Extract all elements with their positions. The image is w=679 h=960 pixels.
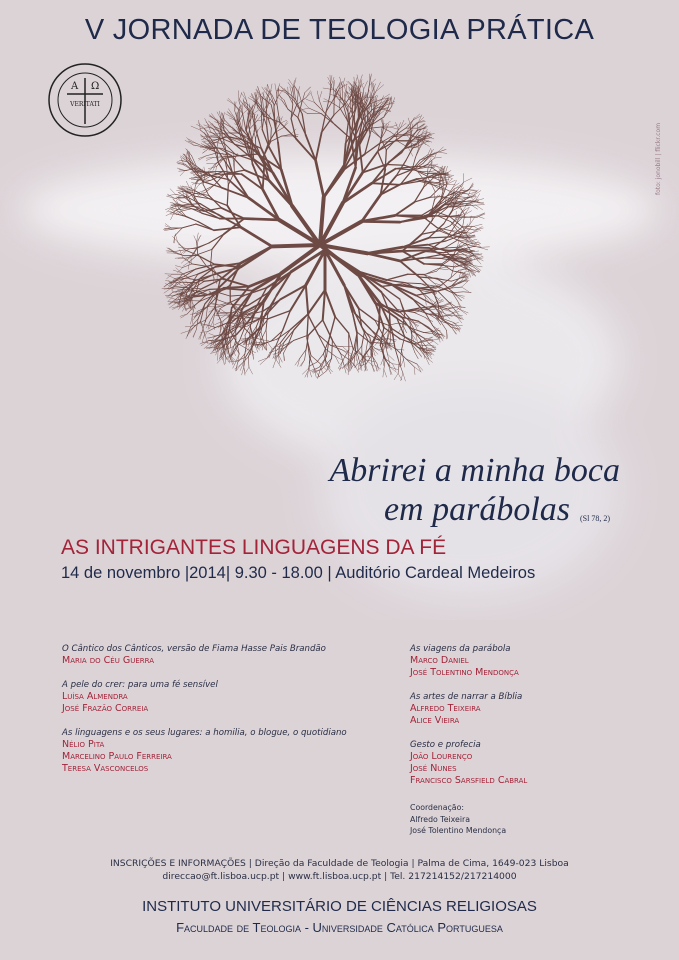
- info-line-1: INSCRIÇÕES E INFORMAÇÕES | Direção da Faculdade de Teologia | Palma de Cima, 1649-023 Lisboa: [110, 858, 569, 869]
- tree-branch: [302, 93, 305, 103]
- university-seal-logo: [47, 62, 123, 138]
- tree-branch: [254, 131, 256, 139]
- tree-branch: [331, 102, 340, 108]
- tree-branch: [219, 111, 221, 119]
- tree-branch: [332, 77, 334, 85]
- subtitle: AS INTRIGANTES LINGUAGENS DA FÉ: [61, 536, 447, 559]
- tree-branch: [290, 87, 292, 94]
- tree-branch: [288, 109, 298, 118]
- tree-branch: [217, 139, 219, 149]
- tree-branch: [306, 99, 314, 102]
- tree-branch: [335, 124, 352, 139]
- tree-branch: [234, 102, 235, 111]
- tree-branch: [218, 292, 230, 296]
- tree-branch: [191, 126, 201, 130]
- speaker-name: Nélio Pita: [62, 739, 105, 750]
- tree-branch: [358, 103, 359, 118]
- program-session: [410, 691, 527, 727]
- tree-branch: [299, 92, 302, 102]
- tree-branch: [192, 301, 200, 307]
- session-topic: A pele do crer: para uma fé sensível: [62, 680, 218, 690]
- tree-branch: [340, 97, 341, 108]
- tree-branch: [207, 337, 214, 338]
- tree-branch: [317, 91, 319, 100]
- tree-branch: [408, 274, 424, 275]
- quote-line-1: Abrirei a minha boca: [329, 452, 620, 489]
- tree-branch: [171, 282, 181, 288]
- tree-branch: [357, 75, 359, 84]
- tree-branch: [409, 123, 418, 131]
- speaker-name: João Lourenço: [410, 751, 473, 762]
- tree-branch: [204, 343, 211, 348]
- tree-branch: [306, 92, 312, 98]
- tree-branch: [215, 315, 226, 316]
- speaker-name: José Nunes: [410, 763, 457, 774]
- tree-branch: [391, 127, 397, 129]
- tree-branch: [216, 299, 230, 304]
- tree-branch: [354, 106, 355, 121]
- session-topic: As linguagens e os seus lugares: a homilia, o blogue, o quotidiano: [62, 728, 347, 738]
- tree-branch: [363, 92, 365, 100]
- tree-branch: [187, 328, 190, 337]
- svg-text:Α: Α: [71, 81, 79, 92]
- tree-branch: [403, 247, 429, 248]
- tree-branch: [244, 219, 279, 220]
- faculty-name: Faculdade de Teologia - Universidade Católica Portuguesa: [176, 920, 503, 935]
- tree-branch: [376, 82, 381, 92]
- speaker-name: Francisco Sarsfield Cabral: [410, 775, 528, 786]
- tree-branch: [193, 330, 196, 338]
- tree-branch: [331, 75, 332, 83]
- tree-branch: [203, 148, 209, 153]
- tree-branch: [167, 274, 173, 279]
- tree-branch: [340, 108, 348, 121]
- tree-branch: [319, 100, 323, 112]
- program-right-column: [410, 643, 527, 799]
- tree-branch: [364, 81, 368, 89]
- tree-branch: [258, 126, 261, 131]
- quote-reference: (Sl 78, 2): [580, 514, 610, 523]
- program-session: [62, 679, 347, 715]
- tree-branch: [267, 94, 274, 104]
- tree-branch: [192, 264, 206, 266]
- tree-branch: [314, 102, 323, 111]
- tree-branch: [344, 85, 346, 94]
- program-session: [410, 739, 527, 787]
- tree-branch: [374, 130, 380, 137]
- tree-branch: [323, 88, 333, 90]
- tree-branch: [209, 333, 216, 335]
- tree-branch: [294, 87, 295, 99]
- tree-branch: [343, 105, 347, 120]
- photo-credit: foto: jonobill | flickr.com: [655, 122, 662, 195]
- tree-branch: [167, 293, 172, 299]
- tree-branch: [206, 153, 217, 156]
- tree-branch: [360, 81, 364, 89]
- tree-branch: [185, 326, 194, 327]
- tree-branch: [275, 84, 277, 93]
- tree-branch: [209, 121, 215, 127]
- svg-text:Ω: Ω: [91, 81, 100, 92]
- tree-branch: [270, 84, 272, 93]
- tree-branch: [306, 91, 311, 98]
- speaker-name: Alice Vieira: [410, 715, 460, 726]
- tree-branch: [438, 152, 447, 153]
- tree-branch: [294, 86, 298, 92]
- event-details: 14 de novembro |2014| 9.30 - 18.00 | Auditório Cardeal Medeiros: [61, 564, 536, 582]
- tree-branch: [277, 106, 279, 122]
- tree-branch: [201, 321, 205, 334]
- tree-branch: [334, 80, 335, 89]
- session-topic: As artes de narrar a Bíblia: [410, 692, 523, 702]
- tree-branch: [187, 303, 192, 309]
- quote-line-2: em parábolas: [383, 491, 570, 528]
- tree-branch: [175, 258, 183, 259]
- speaker-name: Luísa Almendra: [62, 691, 128, 702]
- tree-branch: [175, 266, 182, 268]
- tree-branch: [239, 92, 242, 100]
- tree-branch: [261, 97, 262, 105]
- tree-branch: [340, 88, 341, 96]
- session-topic: As viagens da parábola: [410, 644, 511, 654]
- speaker-name: Maria do Céu Guerra: [62, 655, 154, 666]
- tree-branch: [190, 316, 192, 324]
- coordination: [410, 802, 506, 837]
- tree-branch: [376, 85, 384, 92]
- tree-branch: [423, 258, 440, 259]
- tree-branch: [392, 98, 395, 107]
- tree-branch: [268, 120, 271, 129]
- program-session: [62, 643, 347, 667]
- coordination-label: Coordenação:: [410, 803, 464, 812]
- tree-branch: [342, 78, 345, 86]
- speaker-name: Marco Daniel: [410, 655, 469, 666]
- speaker-name: Marcelino Paulo Ferreira: [62, 751, 172, 762]
- tree-branch: [193, 145, 205, 147]
- info-line-2: direccao@ft.lisboa.ucp.pt | www.ft.lisboa.ucp.pt | Tel. 217214152/217214000: [162, 871, 517, 882]
- tree-branch: [242, 120, 243, 129]
- tree-branch: [217, 112, 221, 120]
- session-topic: Gesto e profecia: [410, 740, 481, 750]
- tree-branch: [347, 81, 354, 87]
- tree-branch: [229, 118, 236, 121]
- tree-branch: [206, 307, 207, 316]
- institute-name: INSTITUTO UNIVERSITÁRIO DE CIÊNCIAS RELIGIOSAS: [142, 898, 537, 915]
- speaker-name: José Frazão Correia: [62, 703, 149, 714]
- tree-branch: [183, 264, 193, 268]
- tree-branch: [406, 283, 420, 284]
- tree-branch: [244, 92, 247, 101]
- tree-branch: [288, 82, 293, 89]
- tree-branch: [242, 93, 247, 100]
- tree-branch: [293, 89, 294, 101]
- speaker-name: Teresa Vasconcelos: [62, 763, 149, 774]
- program-left-column: [62, 643, 347, 787]
- tree-branch: [383, 121, 390, 127]
- program-session: [410, 643, 527, 679]
- tree-branch: [420, 131, 426, 135]
- tree-branch: [289, 79, 294, 87]
- tree-branch: [209, 322, 213, 329]
- speaker-name: Alfredo Teixeira: [410, 703, 481, 714]
- tree-branch: [309, 108, 322, 114]
- tree-branch: [391, 125, 398, 127]
- tree-branch: [192, 316, 193, 323]
- tree-branch: [386, 164, 404, 165]
- tree-branch: [228, 98, 234, 104]
- tree-branch: [271, 128, 272, 141]
- tree-branch: [311, 93, 314, 102]
- tree-branch: [227, 289, 253, 291]
- page-title: V JORNADA DE TEOLOGIA PRÁTICA: [84, 14, 595, 46]
- speaker-name: José Tolentino Mendonça: [410, 667, 519, 678]
- tree-branch: [319, 91, 322, 100]
- program-session: [62, 727, 347, 775]
- tree-branch: [272, 245, 320, 246]
- tree-branch: [190, 326, 195, 334]
- svg-text:VERITATI: VERITATI: [70, 101, 100, 108]
- coordinator: José Tolentino Mendonça: [410, 826, 507, 835]
- tree-branch: [202, 334, 205, 343]
- tree-branch: [415, 148, 419, 157]
- tree-branch: [324, 99, 331, 102]
- tree-branch: [227, 112, 234, 118]
- tree-branch: [169, 302, 177, 308]
- session-topic: O Cântico dos Cânticos, versão de Fiama Hasse Pais Brandão: [62, 644, 326, 654]
- coordinator: Alfredo Teixeira: [410, 814, 470, 824]
- tree-branch: [243, 113, 246, 130]
- tree-branch: [402, 250, 430, 251]
- tree-branch: [302, 100, 309, 108]
